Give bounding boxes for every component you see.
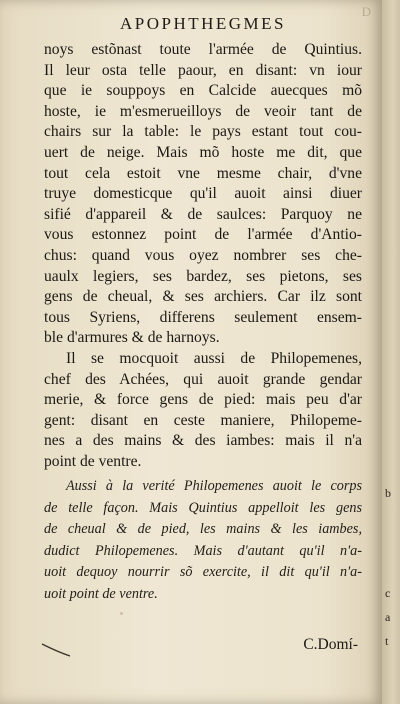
paragraph-2 [44,349,362,473]
text-line: chairs sur la table: le pays estant tout cou- [44,123,362,141]
paragraph-1 [44,40,362,349]
text-line: dudict Philopemenes. Mais d'autant qu'il n'a- [44,542,362,559]
paper-speck [300,90,302,92]
text-line: truye domesticque qu'il auoit ainsi diuer [44,185,362,203]
facing-page-edge [382,0,400,704]
text-line: gens de cheual, & ses archiers. Car ilz sont [44,288,362,306]
text-line: nes a des mains & des iambes: mais il n'a [44,432,362,450]
facing-page-letter: c [385,586,391,600]
facing-page-letter: b [385,486,391,500]
text-line: Il se mocquoit aussi de Philopemenes, [66,349,362,367]
text-line: chef des Achées, qui auoit grande gendar [44,370,362,388]
text-line: uoit dequoy nourrir sõ exercite, il dit qu'il n'a- [44,564,362,581]
text-line: merie, & force gens de pied: mais peu d'ar [44,391,362,409]
catchword: C.Domí- [303,636,358,653]
text-line: tous Syriens, differens seulement ensem- [44,308,362,326]
text-line: chus: quand vous oyez nombrer ses che- [44,246,362,264]
text-line: de telle façon. Mais Quintius appelloit les gens [44,499,362,516]
text-line: sifié d'appareil & de saulces: Parquoy ne [44,205,362,223]
text-line: hoste, ie m'esmerueilloys de veoir tant de [44,102,362,120]
text-line: uert de neige. Mais mõ hoste me dit, que [44,143,362,161]
text-line: Il leur osta telle paour, en disant: vn iour [44,61,362,79]
text-line: point de ventre. [44,452,142,470]
text-line: Aussi à la verité Philopemenes auoit le corps [66,478,362,495]
bleed-through-text: D [361,4,372,19]
text-line: de cheual & de pied, les mains & les iambes, [44,521,362,538]
running-head: APOPHTHEGMES [119,14,287,33]
text-line: vous estonnez point de l'armée d'Antio- [44,226,362,244]
commentary-note [44,476,362,605]
facing-page-letter: a [385,610,391,624]
text-line: noys estõnast toute l'armée de Quintius. [44,41,362,58]
text-line: gent: disant en ceste maniere, Philopeme- [44,411,362,429]
text-line: tout cela estoit vne mesme chair, d'vne [44,164,362,182]
facing-page-letter: t [385,634,389,648]
body-text [44,40,362,605]
text-line: ble d'armures & de harnoys. [44,329,220,347]
text-line: uaulx legiers, ses bardez, ses pietons, ses [44,267,362,285]
paper-speck [120,612,123,615]
flourish-ornament [40,640,72,658]
text-line: uoit point de ventre. [44,585,158,602]
text-line: que ie souppoys en Calcide auecques mõ [44,82,362,100]
